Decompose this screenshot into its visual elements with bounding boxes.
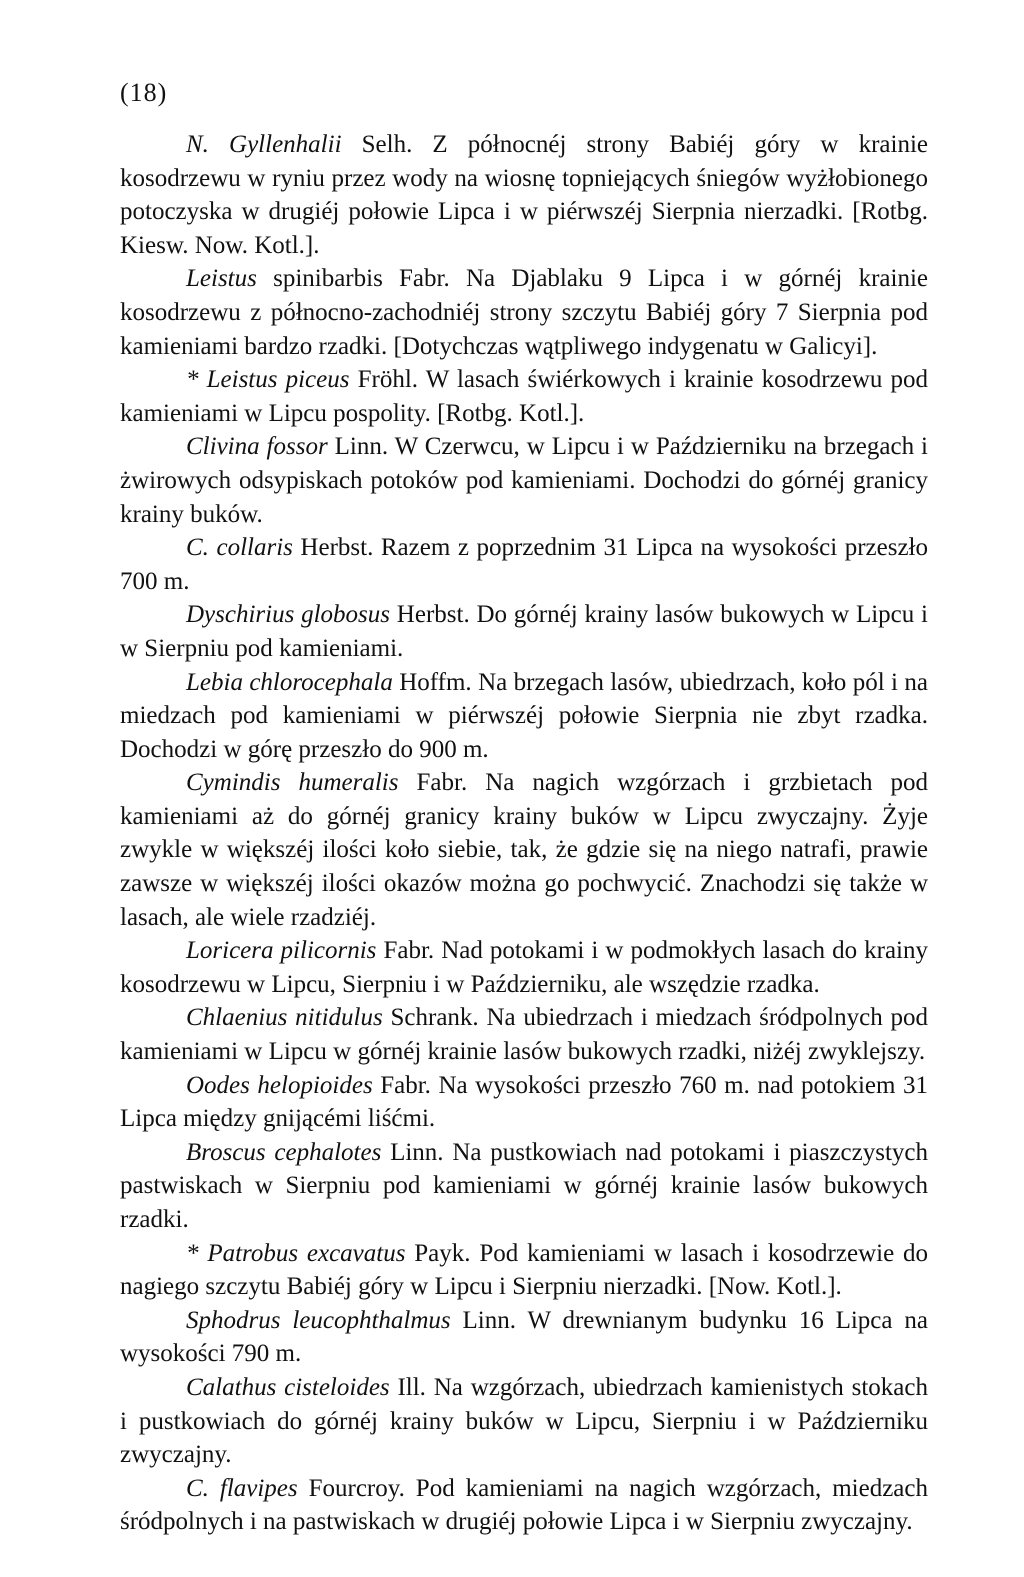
species-description: Linn. Na pustkowiach nad potokami i piaszczystych pastwiskach w Sierpniu pod kamieniami w górnéj krainie lasów bukowych rzadki.	[120, 1138, 928, 1233]
species-entry	[120, 598, 928, 665]
species-entry	[120, 1304, 928, 1371]
species-name: C. collaris	[186, 534, 293, 562]
species-name: * Patrobus excavatus	[186, 1239, 406, 1267]
species-name: Clivina fossor	[186, 433, 328, 461]
species-entry	[120, 1001, 928, 1068]
species-entry	[120, 531, 928, 598]
species-name: Broscus cephalotes	[186, 1138, 382, 1166]
species-entry	[120, 128, 928, 262]
species-description: Fröhl. W lasach świérkowych i krainie kosodrzewu pod kamieniami w Lipcu pospolity. [Rotbg. Kotl.].	[120, 366, 928, 427]
document-page	[120, 78, 928, 1539]
species-description: Payk. Pod kamieniami w lasach i kosodrzewie do nagiego szczytu Babiéj góry w Lipcu i Sierpniu nierzadki. [Now. Kotl.].	[120, 1239, 928, 1301]
species-name: Oodes helopioides	[186, 1071, 373, 1099]
species-name: Loricera pilicornis	[186, 937, 377, 965]
species-description: Fabr. Nad potokami i w podmokłych lasach do krainy kosodrzewu w Lipcu, Sierpniu i w Październiku, ale wszędzie rzadka.	[120, 937, 928, 998]
species-list	[120, 128, 928, 1539]
species-name: Cymindis humeralis	[186, 769, 399, 797]
species-entry	[120, 766, 928, 934]
species-description: Selh. Z północnéj strony Babiéj góry w krainie kosodrzewu w ryniu przez wody na wiosnę topniejących śniegów wyżłobionego potoczyska w drugiéj połowie Lipca i w piérwszéj Sierpnia nierzadki. [Rotbg. Kiesw. Now. Kotl.].	[120, 131, 928, 259]
species-name: Dyschirius globosus	[186, 601, 391, 629]
species-description: Ill. Na wzgórzach, ubiedrzach kamienistych stokach i pustkowiach do górnéj krainy buków w Lipcu, Sierpniu i w Październiku zwyczajny.	[120, 1373, 928, 1469]
species-description: Linn. W Czerwcu, w Lipcu i w Październiku na brzegach i żwirowych odsypiskach potoków pod kamieniami. Dochodzi do górnéj granicy krainy buków.	[120, 433, 928, 528]
page-number: (18)	[120, 78, 168, 107]
species-description: Fabr. Na wysokości przeszło 760 m. nad potokiem 31 Lipca między gnijącémi liśćmi.	[120, 1071, 928, 1133]
species-name: N. Gyllenhalii	[186, 131, 342, 158]
species-name: C. flavipes	[186, 1474, 298, 1502]
species-entry	[120, 1371, 928, 1472]
species-description: spinibarbis Fabr. Na Djablaku 9 Lipca i w górnéj krainie kosodrzewu z północno-zachodniéj strony szczytu Babiéj góry 7 Sierpnia pod kamieniami bardzo rzadki. [Dotychczas wątpliwego indygenatu w Galicyi].	[120, 265, 928, 360]
species-name: * Leistus piceus	[186, 366, 350, 394]
species-description: Herbst. Do górnéj krainy lasów bukowych w Lipcu i w Sierpniu pod kamieniami.	[120, 601, 928, 662]
species-entry	[120, 934, 928, 1001]
species-entry	[120, 363, 928, 430]
species-entry	[120, 430, 928, 531]
species-entry	[120, 1069, 928, 1136]
species-description: Fourcroy. Pod kamieniami na nagich wzgórzach, miedzach śródpolnych i na pastwiskach w drugiéj połowie Lipca i w Sierpniu zwyczajny.	[120, 1474, 928, 1536]
species-name: Leistus	[186, 265, 257, 293]
species-name: Lebia chlorocephala	[186, 668, 393, 696]
species-name: Chlaenius nitidulus	[186, 1004, 383, 1032]
species-name: Sphodrus leucophthalmus	[186, 1306, 451, 1334]
species-entry	[120, 1136, 928, 1237]
species-description: Linn. W drewnianym budynku 16 Lipca na wysokości 790 m.	[120, 1306, 928, 1368]
species-entry	[120, 1237, 928, 1304]
species-entry	[120, 262, 928, 363]
species-entry	[120, 1472, 928, 1539]
species-description: Schrank. Na ubiedrzach i miedzach śródpolnych pod kamieniami w Lipcu w górnéj krainie lasów bukowych rzadki, niżéj zwyklejszy.	[120, 1004, 929, 1066]
species-name: Calathus cisteloides	[186, 1373, 390, 1401]
species-description: Hoffm. Na brzegach lasów, ubiedrzach, koło pól i na miedzach pod kamieniami w piérwszéj połowie Sierpnia nie zbyt rzadka. Dochodzi w górę przeszło do 900 m.	[120, 668, 928, 763]
species-entry	[120, 666, 928, 767]
species-description: Fabr. Na nagich wzgórzach i grzbietach pod kamieniami aż do górnéj granicy krainy buków w Lipcu zwyczajny. Żyje zwykle w większéj ilości koło siebie, tak, że gdzie się na niego natrafi, prawie zawsze w większéj ilości okazów można go pochwycić. Znachodzi się także w lasach, ale wiele rzadziéj.	[120, 769, 928, 931]
species-description: Herbst. Razem z poprzednim 31 Lipca na wysokości przeszło 700 m.	[120, 534, 928, 595]
